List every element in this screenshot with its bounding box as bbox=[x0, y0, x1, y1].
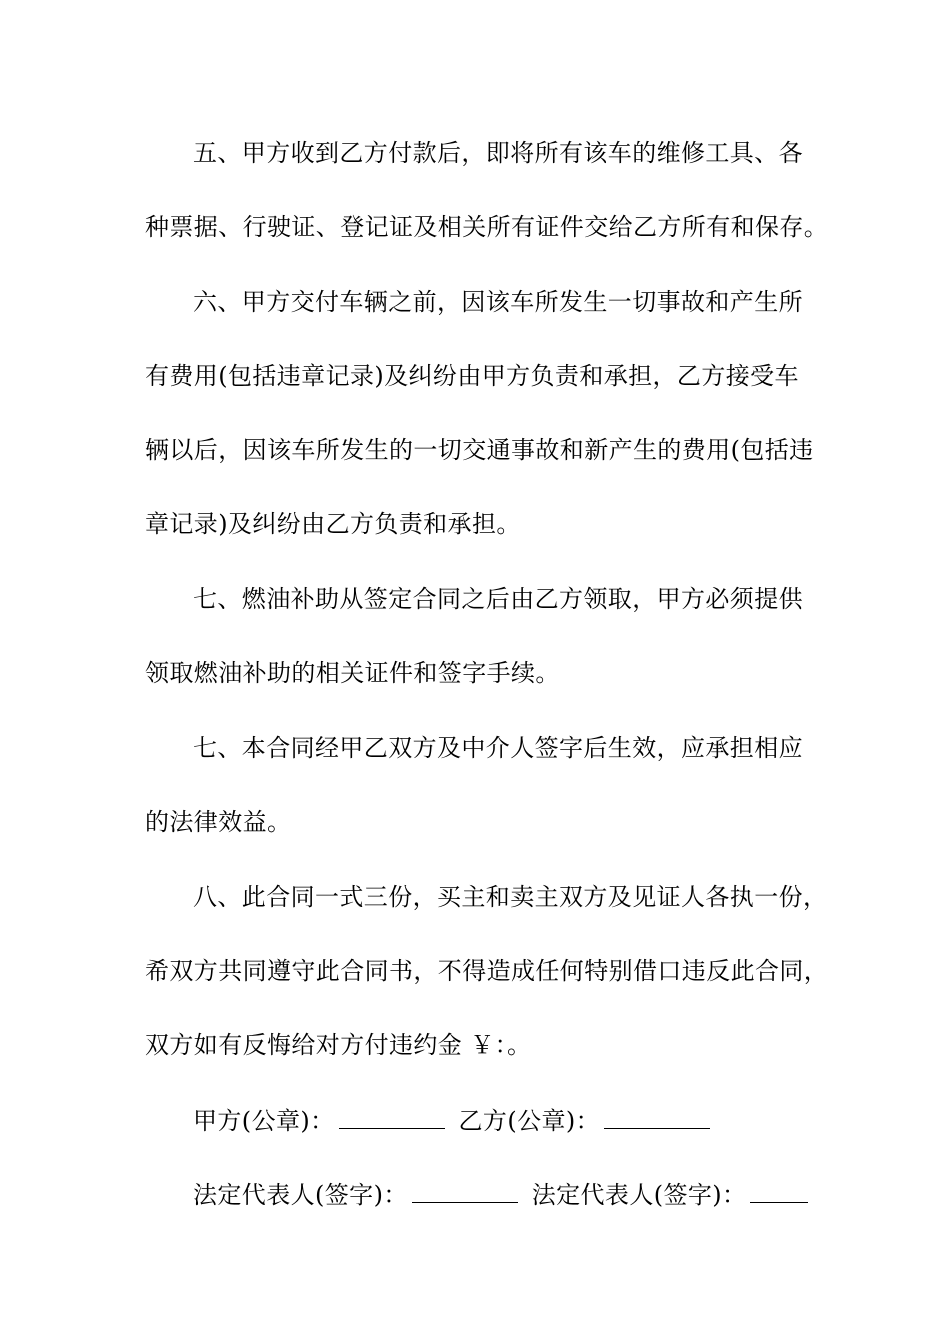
party-a-label: 甲方(公章)： bbox=[193, 1107, 335, 1135]
clause-8-line-2: 希双方共同遵守此合同书，不得造成任何特别借口违反此合同， bbox=[145, 957, 829, 985]
party-signature-line bbox=[193, 1106, 873, 1136]
rep-b-label: 法定代表人(签字)： bbox=[531, 1181, 747, 1209]
party-b-blank[interactable] bbox=[604, 1106, 710, 1129]
clause-8-line-1: 八、此合同一式三份，买主和卖主双方及见证人各执一份， bbox=[193, 883, 828, 911]
clause-7a-line-1: 七、燃油补助从签定合同之后由乙方领取，甲方必须提供 bbox=[193, 585, 803, 613]
party-a-blank[interactable] bbox=[339, 1106, 445, 1129]
clause-5-line-1: 五、甲方收到乙方付款后，即将所有该车的维修工具、各 bbox=[193, 139, 803, 167]
clause-6-line-2: 有费用(包括违章记录)及纠纷由甲方负责和承担，乙方接受车 bbox=[145, 362, 799, 390]
clause-7b-line-2: 的法律效益。 bbox=[145, 808, 292, 836]
clause-6-line-1: 六、甲方交付车辆之前，因该车所发生一切事故和产生所 bbox=[193, 288, 803, 316]
clause-7a-line-2: 领取燃油补助的相关证件和签字手续。 bbox=[145, 659, 560, 687]
rep-a-label: 法定代表人(签字)： bbox=[193, 1181, 408, 1209]
rep-a-blank[interactable] bbox=[412, 1180, 518, 1203]
clause-6-line-4: 章记录)及纠纷由乙方负责和承担。 bbox=[145, 510, 521, 538]
party-b-label: 乙方(公章)： bbox=[458, 1107, 601, 1135]
representative-signature-line bbox=[193, 1180, 873, 1210]
clause-7b-line-1: 七、本合同经甲乙双方及中介人签字后生效，应承担相应 bbox=[193, 734, 803, 762]
clause-8-line-3: 双方如有反悔给对方付违约金 ￥：。 bbox=[145, 1031, 532, 1059]
rep-b-blank[interactable] bbox=[750, 1180, 808, 1203]
clause-6-line-3: 辆以后，因该车所发生的一切交通事故和新产生的费用(包括违 bbox=[145, 436, 814, 464]
clause-5-line-2: 种票据、行驶证、登记证及相关所有证件交给乙方所有和保存。 bbox=[145, 213, 829, 241]
